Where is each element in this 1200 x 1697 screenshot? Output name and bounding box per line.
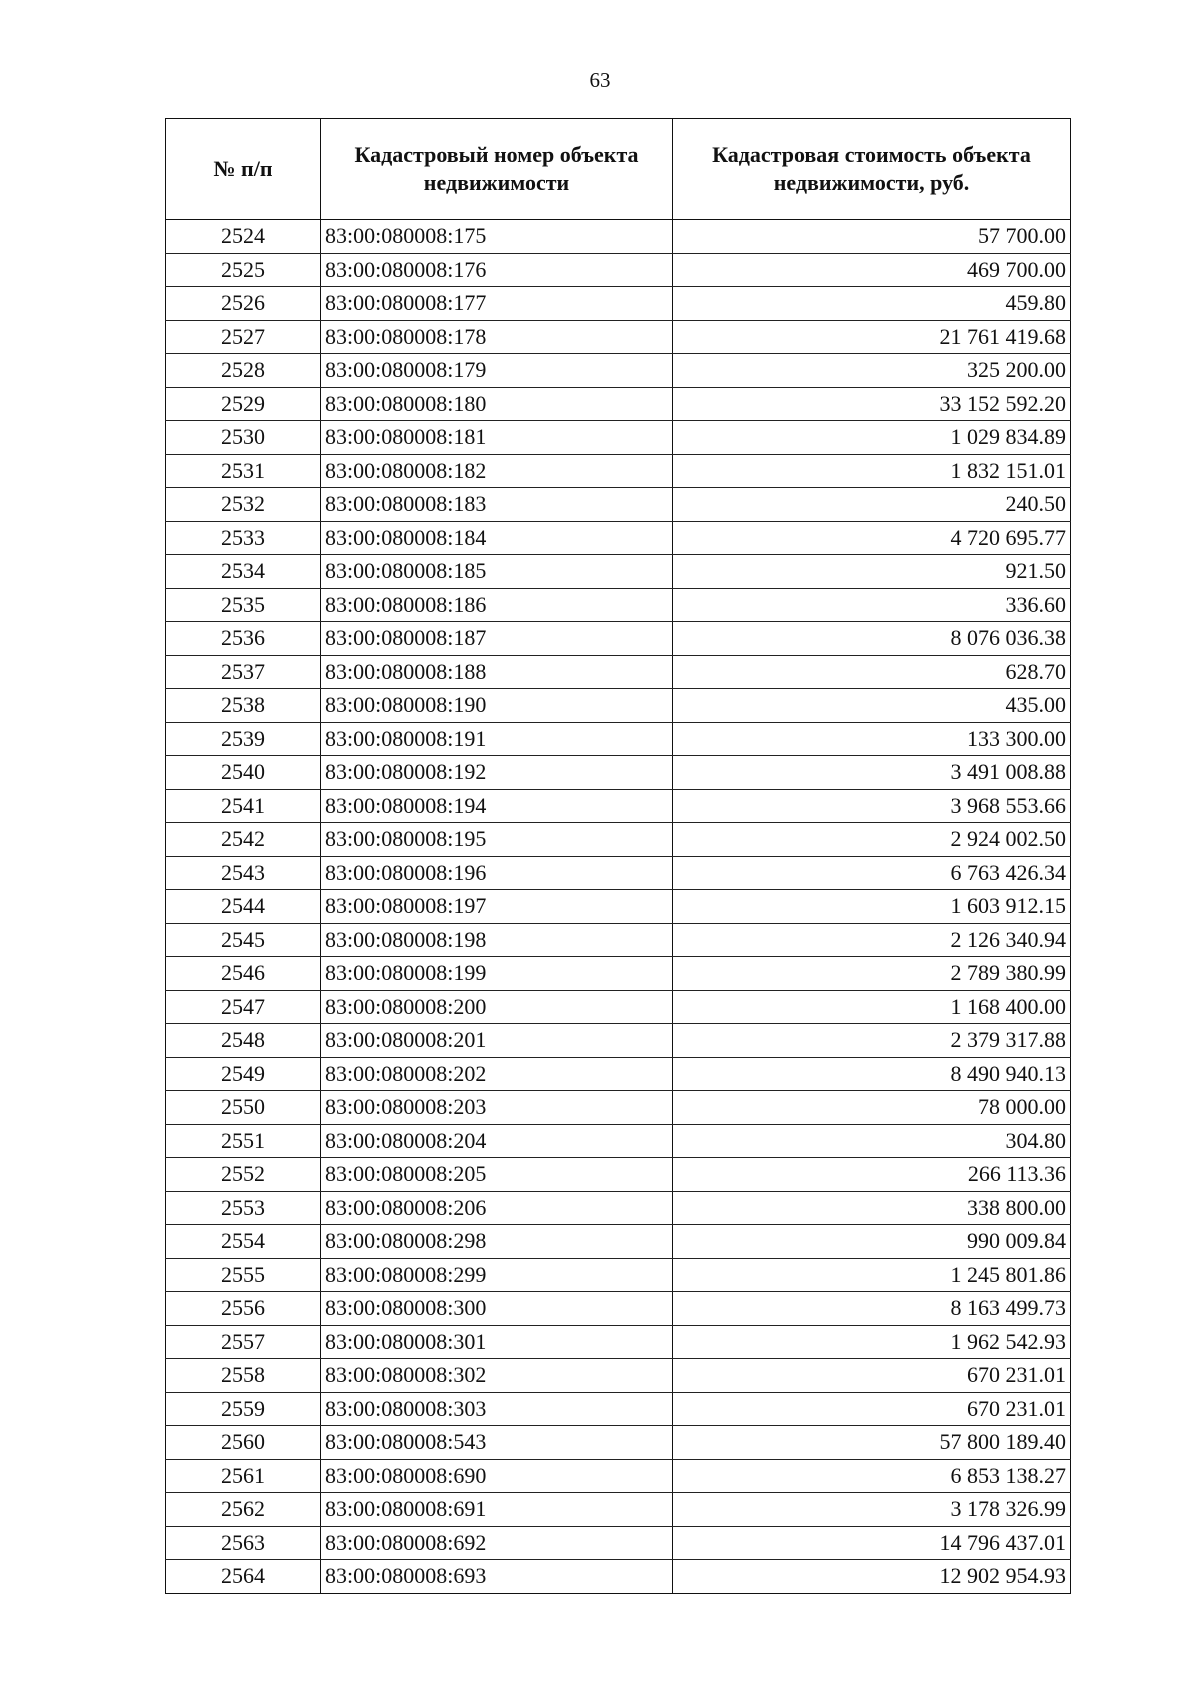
- cell-cadastral-value: 628.70: [673, 655, 1071, 689]
- cell-row-number: 2542: [166, 823, 321, 857]
- cell-cadastral-number: 83:00:080008:185: [321, 555, 673, 589]
- cell-cadastral-value: 78 000.00: [673, 1091, 1071, 1125]
- cell-cadastral-value: 2 789 380.99: [673, 957, 1071, 991]
- cell-cadastral-number: 83:00:080008:188: [321, 655, 673, 689]
- cell-cadastral-value: 8 076 036.38: [673, 622, 1071, 656]
- cell-row-number: 2538: [166, 689, 321, 723]
- table-row: [166, 1526, 1071, 1560]
- header-cadastral-number: Кадастровый номер объекта недвижимости: [321, 119, 673, 220]
- table-body: [166, 220, 1071, 1594]
- table-row: [166, 421, 1071, 455]
- cell-cadastral-number: 83:00:080008:196: [321, 856, 673, 890]
- cell-row-number: 2548: [166, 1024, 321, 1058]
- cell-cadastral-number: 83:00:080008:197: [321, 890, 673, 924]
- cell-cadastral-number: 83:00:080008:178: [321, 320, 673, 354]
- cell-cadastral-number: 83:00:080008:302: [321, 1359, 673, 1393]
- cell-cadastral-number: 83:00:080008:200: [321, 990, 673, 1024]
- cell-cadastral-number: 83:00:080008:690: [321, 1459, 673, 1493]
- cell-cadastral-value: 469 700.00: [673, 253, 1071, 287]
- cell-cadastral-number: 83:00:080008:177: [321, 287, 673, 321]
- cell-row-number: 2536: [166, 622, 321, 656]
- cell-cadastral-value: 2 126 340.94: [673, 923, 1071, 957]
- cell-cadastral-number: 83:00:080008:179: [321, 354, 673, 388]
- table-row: [166, 923, 1071, 957]
- cell-cadastral-number: 83:00:080008:198: [321, 923, 673, 957]
- cell-cadastral-number: 83:00:080008:692: [321, 1526, 673, 1560]
- table-row: [166, 488, 1071, 522]
- cell-cadastral-number: 83:00:080008:192: [321, 756, 673, 790]
- cell-cadastral-value: 1 245 801.86: [673, 1258, 1071, 1292]
- cell-cadastral-value: 8 163 499.73: [673, 1292, 1071, 1326]
- cell-cadastral-value: 1 029 834.89: [673, 421, 1071, 455]
- cell-cadastral-value: 1 832 151.01: [673, 454, 1071, 488]
- table-row: [166, 1392, 1071, 1426]
- table-row: [166, 1560, 1071, 1594]
- cell-cadastral-number: 83:00:080008:299: [321, 1258, 673, 1292]
- cell-row-number: 2531: [166, 454, 321, 488]
- table-row: [166, 521, 1071, 555]
- cell-row-number: 2556: [166, 1292, 321, 1326]
- cell-row-number: 2543: [166, 856, 321, 890]
- table-row: [166, 1325, 1071, 1359]
- cell-row-number: 2546: [166, 957, 321, 991]
- cell-cadastral-value: 338 800.00: [673, 1191, 1071, 1225]
- table-row: [166, 1191, 1071, 1225]
- cell-cadastral-value: 3 968 553.66: [673, 789, 1071, 823]
- table-row: [166, 220, 1071, 254]
- cell-row-number: 2560: [166, 1426, 321, 1460]
- cell-cadastral-value: 1 603 912.15: [673, 890, 1071, 924]
- table-row: [166, 1057, 1071, 1091]
- cell-cadastral-number: 83:00:080008:186: [321, 588, 673, 622]
- cell-cadastral-value: 21 761 419.68: [673, 320, 1071, 354]
- table-row: [166, 1225, 1071, 1259]
- cell-cadastral-number: 83:00:080008:190: [321, 689, 673, 723]
- table-row: [166, 890, 1071, 924]
- cell-row-number: 2549: [166, 1057, 321, 1091]
- cell-cadastral-value: 6 763 426.34: [673, 856, 1071, 890]
- cell-cadastral-value: 336.60: [673, 588, 1071, 622]
- table-row: [166, 354, 1071, 388]
- cell-row-number: 2551: [166, 1124, 321, 1158]
- table-row: [166, 990, 1071, 1024]
- cell-cadastral-value: 459.80: [673, 287, 1071, 321]
- table-row: [166, 588, 1071, 622]
- cell-row-number: 2535: [166, 588, 321, 622]
- cell-cadastral-number: 83:00:080008:204: [321, 1124, 673, 1158]
- table-row: [166, 622, 1071, 656]
- table-row: [166, 1459, 1071, 1493]
- cell-row-number: 2559: [166, 1392, 321, 1426]
- cell-cadastral-number: 83:00:080008:187: [321, 622, 673, 656]
- cell-row-number: 2544: [166, 890, 321, 924]
- cell-cadastral-value: 670 231.01: [673, 1392, 1071, 1426]
- cell-cadastral-value: 2 379 317.88: [673, 1024, 1071, 1058]
- table-row: [166, 1024, 1071, 1058]
- cell-cadastral-number: 83:00:080008:298: [321, 1225, 673, 1259]
- cell-cadastral-value: 8 490 940.13: [673, 1057, 1071, 1091]
- table-row: [166, 1292, 1071, 1326]
- cell-row-number: 2533: [166, 521, 321, 555]
- cell-cadastral-number: 83:00:080008:543: [321, 1426, 673, 1460]
- table-header: [166, 119, 1071, 220]
- table-row: [166, 287, 1071, 321]
- cell-cadastral-number: 83:00:080008:195: [321, 823, 673, 857]
- cell-cadastral-value: 14 796 437.01: [673, 1526, 1071, 1560]
- cell-row-number: 2524: [166, 220, 321, 254]
- table-row: [166, 320, 1071, 354]
- table-row: [166, 957, 1071, 991]
- cell-cadastral-value: 3 491 008.88: [673, 756, 1071, 790]
- cell-cadastral-value: 12 902 954.93: [673, 1560, 1071, 1594]
- cell-cadastral-number: 83:00:080008:693: [321, 1560, 673, 1594]
- cell-cadastral-number: 83:00:080008:691: [321, 1493, 673, 1527]
- cell-cadastral-value: 1 962 542.93: [673, 1325, 1071, 1359]
- cell-cadastral-value: 921.50: [673, 555, 1071, 589]
- cell-row-number: 2552: [166, 1158, 321, 1192]
- cell-row-number: 2547: [166, 990, 321, 1024]
- table-row: [166, 454, 1071, 488]
- cell-cadastral-number: 83:00:080008:206: [321, 1191, 673, 1225]
- cell-row-number: 2562: [166, 1493, 321, 1527]
- cell-row-number: 2554: [166, 1225, 321, 1259]
- cell-cadastral-value: 133 300.00: [673, 722, 1071, 756]
- table-row: [166, 689, 1071, 723]
- page-number: 63: [589, 68, 611, 92]
- cell-row-number: 2557: [166, 1325, 321, 1359]
- header-cadastral-value: Кадастровая стоимость объекта недвижимости, руб.: [673, 119, 1071, 220]
- cell-cadastral-value: 240.50: [673, 488, 1071, 522]
- cell-cadastral-number: 83:00:080008:184: [321, 521, 673, 555]
- cell-cadastral-value: 57 800 189.40: [673, 1426, 1071, 1460]
- cell-cadastral-number: 83:00:080008:202: [321, 1057, 673, 1091]
- cell-cadastral-value: 3 178 326.99: [673, 1493, 1071, 1527]
- cell-cadastral-value: 2 924 002.50: [673, 823, 1071, 857]
- cell-row-number: 2532: [166, 488, 321, 522]
- cell-cadastral-number: 83:00:080008:205: [321, 1158, 673, 1192]
- cell-row-number: 2529: [166, 387, 321, 421]
- cell-cadastral-value: 990 009.84: [673, 1225, 1071, 1259]
- cell-cadastral-number: 83:00:080008:175: [321, 220, 673, 254]
- cell-cadastral-number: 83:00:080008:301: [321, 1325, 673, 1359]
- cell-cadastral-number: 83:00:080008:203: [321, 1091, 673, 1125]
- cell-cadastral-number: 83:00:080008:194: [321, 789, 673, 823]
- table-row: [166, 789, 1071, 823]
- cell-cadastral-value: 4 720 695.77: [673, 521, 1071, 555]
- cell-row-number: 2555: [166, 1258, 321, 1292]
- cell-cadastral-value: 33 152 592.20: [673, 387, 1071, 421]
- cell-cadastral-number: 83:00:080008:300: [321, 1292, 673, 1326]
- table-row: [166, 1426, 1071, 1460]
- cell-row-number: 2539: [166, 722, 321, 756]
- cell-cadastral-value: 304.80: [673, 1124, 1071, 1158]
- cell-cadastral-number: 83:00:080008:183: [321, 488, 673, 522]
- table-row: [166, 253, 1071, 287]
- cell-cadastral-number: 83:00:080008:181: [321, 421, 673, 455]
- cell-cadastral-value: 435.00: [673, 689, 1071, 723]
- cell-row-number: 2537: [166, 655, 321, 689]
- table-row: [166, 1124, 1071, 1158]
- table-row: [166, 1359, 1071, 1393]
- cell-cadastral-number: 83:00:080008:199: [321, 957, 673, 991]
- cell-row-number: 2545: [166, 923, 321, 957]
- cell-cadastral-number: 83:00:080008:182: [321, 454, 673, 488]
- cell-cadastral-number: 83:00:080008:303: [321, 1392, 673, 1426]
- header-row-number: № п/п: [166, 119, 321, 220]
- cell-row-number: 2558: [166, 1359, 321, 1393]
- table-row: [166, 722, 1071, 756]
- cell-row-number: 2553: [166, 1191, 321, 1225]
- cell-cadastral-number: 83:00:080008:191: [321, 722, 673, 756]
- cell-cadastral-value: 670 231.01: [673, 1359, 1071, 1393]
- cell-cadastral-value: 266 113.36: [673, 1158, 1071, 1192]
- table-row: [166, 756, 1071, 790]
- table-row: [166, 1091, 1071, 1125]
- cell-row-number: 2540: [166, 756, 321, 790]
- table-row: [166, 555, 1071, 589]
- table-row: [166, 1493, 1071, 1527]
- table-row: [166, 1258, 1071, 1292]
- cell-row-number: 2528: [166, 354, 321, 388]
- table-row: [166, 655, 1071, 689]
- header-row: [166, 119, 1071, 220]
- cell-row-number: 2527: [166, 320, 321, 354]
- cell-row-number: 2526: [166, 287, 321, 321]
- cell-row-number: 2550: [166, 1091, 321, 1125]
- cell-row-number: 2564: [166, 1560, 321, 1594]
- cell-row-number: 2534: [166, 555, 321, 589]
- cell-row-number: 2530: [166, 421, 321, 455]
- cell-row-number: 2561: [166, 1459, 321, 1493]
- cadastral-value-table: [165, 118, 1071, 1594]
- cell-cadastral-number: 83:00:080008:201: [321, 1024, 673, 1058]
- cell-cadastral-value: 1 168 400.00: [673, 990, 1071, 1024]
- table-row: [166, 387, 1071, 421]
- table-row: [166, 1158, 1071, 1192]
- cell-cadastral-value: 325 200.00: [673, 354, 1071, 388]
- cell-row-number: 2525: [166, 253, 321, 287]
- table-row: [166, 823, 1071, 857]
- cell-row-number: 2541: [166, 789, 321, 823]
- table-row: [166, 856, 1071, 890]
- cell-row-number: 2563: [166, 1526, 321, 1560]
- cell-cadastral-number: 83:00:080008:176: [321, 253, 673, 287]
- cell-cadastral-number: 83:00:080008:180: [321, 387, 673, 421]
- cell-cadastral-value: 57 700.00: [673, 220, 1071, 254]
- cell-cadastral-value: 6 853 138.27: [673, 1459, 1071, 1493]
